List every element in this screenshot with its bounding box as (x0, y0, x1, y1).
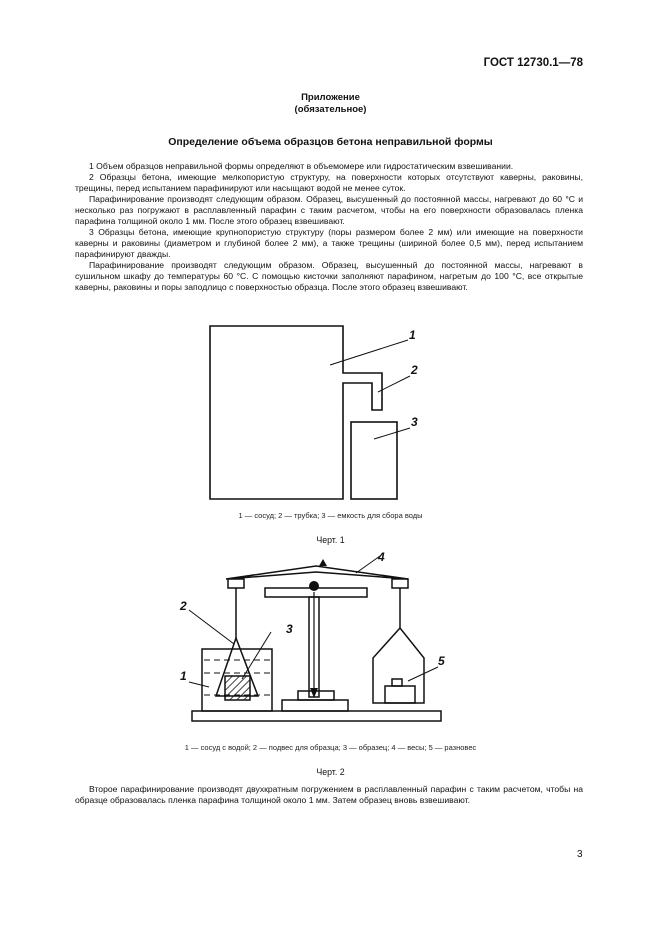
fig1-label-2: 2 (411, 363, 418, 377)
figure-2-caption: 1 — сосуд с водой; 2 — подвес для образца; 3 — образец; 4 — весы; 5 — разновес (184, 743, 477, 752)
appendix-heading (0, 92, 661, 116)
appendix-title: Приложение (301, 92, 360, 103)
balance-beam (226, 566, 408, 579)
paragraph: 2 Образцы бетона, имеющие мелкопористую структуру, на поверхности которых отсутствуют каверны, раковины, трещины, перед испытанием парафинируют или насыщают водой не менее суток. (75, 172, 583, 193)
fig2-label-4: 4 (378, 550, 385, 564)
paragraph: 1 Объем образцов неправильной формы определяют в объемомере или гидростатическим взвешивании. (89, 161, 514, 171)
body-text (75, 161, 583, 293)
weight (385, 686, 415, 703)
figure-1-title: Черт. 1 (316, 535, 345, 545)
figure-2-title: Черт. 2 (316, 767, 345, 777)
page-number: 3 (577, 849, 583, 860)
paragraph: Парафинирование производят следующим образом. Образец, высушенный до постоянной массы, нагревают в сушильном шкафу до температуры 60 °С. С помощью кисточки заполняют парафином, нагретым до 100 °С, все открытые каверны, раковины и поры заподлицо с поверхностью образца. После этого образец взвешивают. (75, 260, 583, 292)
vessel-outline (210, 326, 382, 499)
fig2-label-2: 2 (180, 599, 187, 613)
water-container (351, 422, 397, 499)
fig2-label-3: 3 (286, 622, 293, 636)
sample (225, 676, 250, 700)
standard-code: ГОСТ 12730.1—78 (483, 57, 583, 69)
closing-paragraph: Второе парафинирование производят двухкратным погружением в расплавленный парафин с таким расчетом, чтобы на образце образовалась пленка парафина толщиной около 1 мм. Затем образец вновь взвешивают. (75, 784, 583, 805)
paragraph: 3 Образцы бетона, имеющие крупнопористую структуру (поры размером более 2 мм) или имеющие на поверхности каверны и раковины (диаметром и глубиной более 2 мм), а также трещины (шириной более 0,5 мм), перед испытанием парафинируют дважды. (75, 227, 583, 259)
figure-2-diagram (176, 548, 472, 732)
fig1-label-3: 3 (411, 415, 418, 429)
fig2-label-5: 5 (438, 654, 445, 668)
figure-1-caption: 1 — сосуд; 2 — трубка; 3 — емкость для сбора воды (238, 511, 423, 520)
fig1-label-1: 1 (409, 328, 416, 342)
appendix-subtitle: (обязательное) (294, 104, 367, 115)
balance-base (192, 711, 441, 721)
closing-text (75, 784, 583, 806)
section-title: Определение объема образцов бетона неправильной формы (168, 136, 493, 148)
paragraph: Парафинирование производят следующим образом. Образец, высушенный до постоянной массы, нагревают до 60 °С и несколько раз погружают в расплавленный парафин с таким расчетом, чтобы на его поверхности образовалась пленка парафина толщиной около 1 мм. После этого образец взвешивают. (75, 194, 583, 226)
figure-1-diagram (200, 318, 440, 508)
fig2-label-1: 1 (180, 669, 187, 683)
